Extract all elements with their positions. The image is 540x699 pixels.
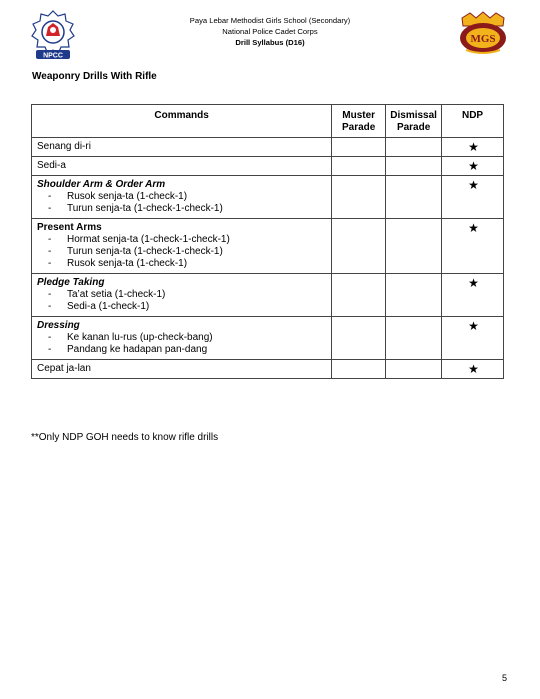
muster-cell [332, 360, 386, 379]
dismissal-cell [386, 274, 442, 317]
dismissal-cell [386, 360, 442, 379]
header-ndp: NDP [442, 105, 504, 138]
dismissal-cell [386, 317, 442, 360]
table-row [32, 138, 504, 157]
muster-cell [332, 157, 386, 176]
command-title: Dressing [37, 320, 80, 331]
ndp-star-cell: ★ [442, 157, 504, 176]
command-title: Sedi-a [37, 160, 66, 171]
document-header [0, 15, 540, 48]
drill-table [31, 104, 504, 379]
header-muster-line2: Parade [341, 122, 376, 133]
ndp-star-cell: ★ [442, 138, 504, 157]
header-muster-line1: Muster [342, 110, 376, 121]
command-cell [32, 157, 332, 176]
corps-name: National Police Cadet Corps [222, 27, 318, 36]
sub-command: - Rusok senja-ta (1-check-1) [47, 191, 328, 203]
command-title: Cepat ja-lan [37, 363, 91, 374]
ndp-star-cell: ★ [442, 176, 504, 219]
sub-command-list [37, 289, 328, 313]
syllabus-title: Drill Syllabus (D16) [235, 38, 305, 47]
section-title: Weaponry Drills With Rifle [32, 71, 157, 82]
muster-cell [332, 317, 386, 360]
dismissal-cell [386, 219, 442, 274]
command-cell [32, 317, 332, 360]
command-title: Shoulder Arm & Order Arm [37, 179, 166, 190]
dismissal-cell [386, 176, 442, 219]
header-muster-parade [332, 105, 386, 138]
sub-command: - Turun senja-ta (1-check-1-check-1) [47, 246, 328, 258]
header-dismissal-parade [386, 105, 442, 138]
ndp-star-cell: ★ [442, 274, 504, 317]
table-row [32, 317, 504, 360]
muster-cell [332, 219, 386, 274]
dismissal-cell [386, 157, 442, 176]
footnote: **Only NDP GOH needs to know rifle drills [31, 432, 219, 443]
ndp-star-cell: ★ [442, 219, 504, 274]
table-row [32, 157, 504, 176]
command-cell [32, 176, 332, 219]
dismissal-cell [386, 138, 442, 157]
command-cell [32, 274, 332, 317]
header-commands: Commands [32, 105, 332, 138]
sub-command: - Pandang ke hadapan pan-dang [47, 344, 328, 356]
sub-command-list [37, 234, 328, 270]
school-name: Paya Lebar Methodist Girls School (Secondary) [189, 16, 351, 25]
command-cell [32, 360, 332, 379]
table-row [32, 274, 504, 317]
page-number: 5 [502, 673, 508, 683]
mgs-logo-text: MGS [470, 33, 496, 45]
muster-cell [332, 138, 386, 157]
command-title: Present Arms [37, 222, 102, 233]
npcc-logo-text: NPCC [43, 52, 63, 60]
command-title: Senang di-ri [37, 141, 91, 152]
sub-command-list [37, 191, 328, 215]
sub-command: - Sedi-a (1-check-1) [47, 301, 328, 313]
command-cell [32, 138, 332, 157]
table-header-row [32, 105, 504, 138]
sub-command: - Ke kanan lu-rus (up-check-bang) [47, 332, 328, 344]
command-title: Pledge Taking [37, 277, 105, 288]
sub-command-list [37, 332, 328, 356]
ndp-star-cell: ★ [442, 360, 504, 379]
table-row [32, 219, 504, 274]
header-dismissal-line2: Parade [396, 122, 431, 133]
muster-cell [332, 176, 386, 219]
command-cell [32, 219, 332, 274]
table-row [32, 360, 504, 379]
ndp-star-cell: ★ [442, 317, 504, 360]
header-dismissal-line1: Dismissal [390, 110, 437, 121]
sub-command: - Ta’at setia (1-check-1) [47, 289, 328, 301]
sub-command: - Rusok senja-ta (1-check-1) [47, 258, 328, 270]
muster-cell [332, 274, 386, 317]
table-row [32, 176, 504, 219]
sub-command: - Hormat senja-ta (1-check-1-check-1) [47, 234, 328, 246]
sub-command: - Turun senja-ta (1-check-1-check-1) [47, 203, 328, 215]
